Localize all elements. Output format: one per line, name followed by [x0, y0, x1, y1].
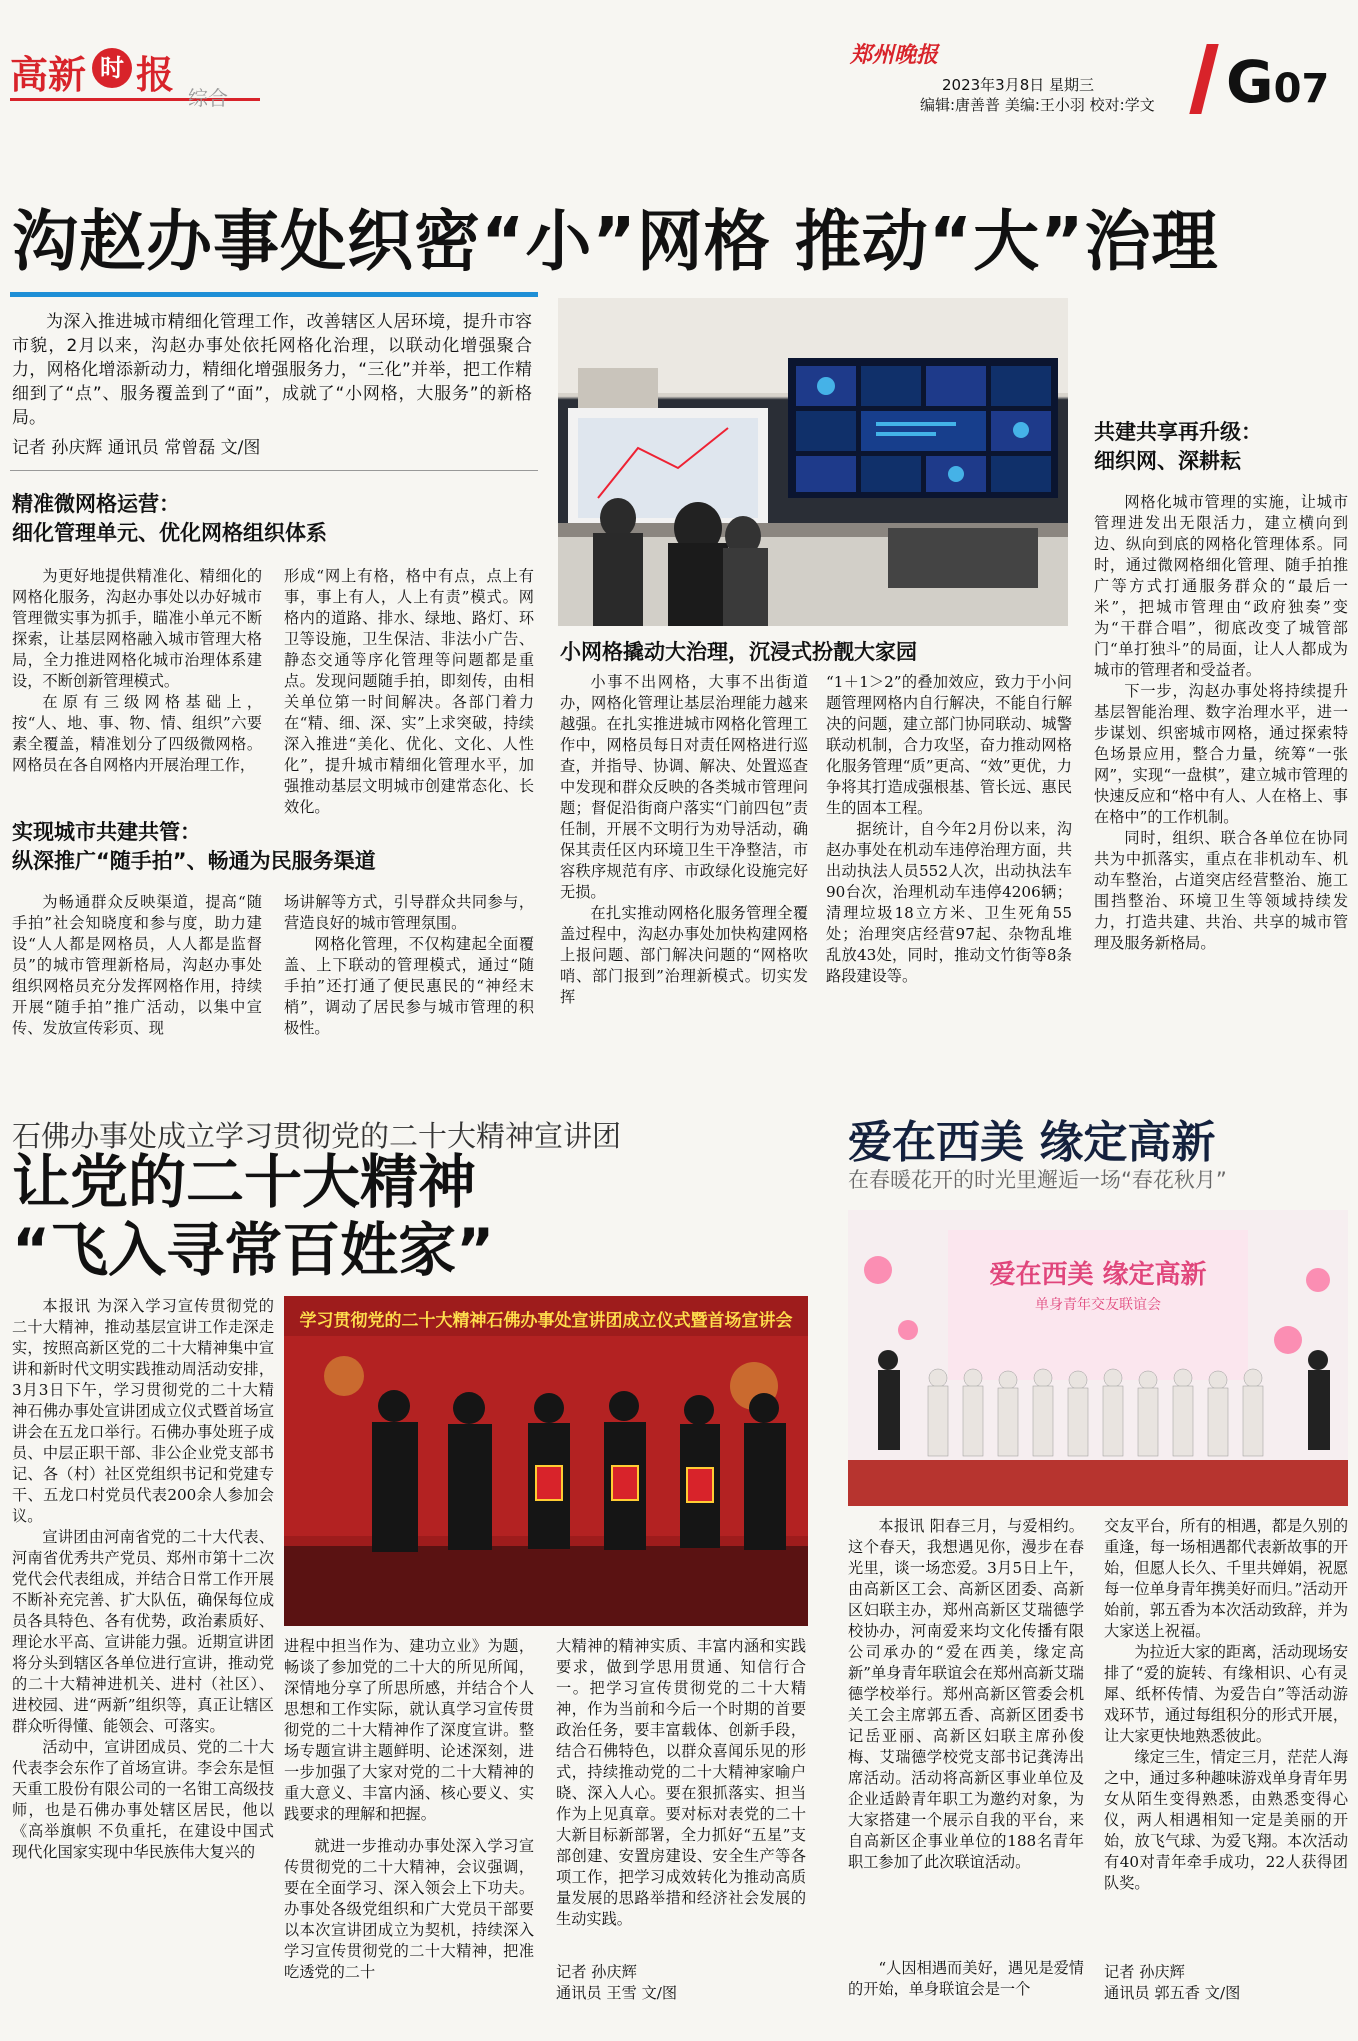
story2-sig2: 通讯员 王雪 文/图 [556, 1984, 678, 2002]
brand-gao: 高新 [10, 53, 87, 97]
lead-bottom-rule [10, 470, 538, 471]
story2-col2b: 就进一步推动办事处深入学习宣传贯彻党的二十大精神，会议强调，要在全面学习、深入领会上下功夫。办事处各级党组织和广大党员干部要以本次宣讲团成立为契机，持续深入学习宣传贯彻党的二十大精神，把准吃透党的二十 [284, 1837, 534, 1981]
issue-date: 2023年3月8日 星期三 [942, 76, 1095, 94]
brand-shi-badge: 时 [92, 48, 132, 88]
headline-main: 沟赵办事处织密“小”网格 推动“大”治理 [12, 203, 1219, 280]
subhead-3: 小网格撬动大治理，沉浸式扮靓大家园 [560, 640, 917, 664]
story3-col1b: “人因相遇而美好，遇见是爱情的开始，单身联谊会是一个 [848, 1959, 1084, 1998]
story2-headline-line1: 让党的二十大精神 [12, 1148, 477, 1216]
s3-col1-p2: 在扎实推动网格化服务管理全覆盖过程中，沟赵办事处加快构建网格上报问题、部门解决问题的“网格吹哨、部门报到”治理新模式。切实发挥 [560, 904, 808, 1006]
s1-col2: 形成“网上有格，格中有点，点上有事，事上有人，人上有责”模式。网格内的道路、排水、绿地、路灯、环卫等设施，卫生保洁、非法小广告、静态交通等序化管理等问题都是重点。发现问题随手拍，即刻传，由相关单位第一时间解决。各部门着力在“精、细、深、实”上求突破，持续深入推进“美化、优化、文化、人性化”，提升城市精细化管理水平，加强推动基层文明城市创建常态化、长效化。 [284, 567, 534, 816]
page-slash [1189, 44, 1218, 114]
control-room-photo [558, 298, 1068, 626]
subhead-1 [12, 490, 327, 548]
lead-rule [10, 292, 538, 297]
story3-col2-p1: 交友平台，所有的相遇，都是久别的重逢，每一场相遇都代表新故事的开始，但愿人长久、千里共婵娟，祝愿每一位单身青年携美好而归。”活动开始前，郭五香为本次活动致辞，并为大家送上祝福。 [1104, 1517, 1348, 1640]
s1-col1 [12, 566, 262, 776]
s3-col2 [826, 672, 1072, 987]
story3-photo-subtitle: 单身青年交友联谊会 [1035, 1297, 1161, 1313]
page-number [1226, 48, 1330, 116]
s2-col2 [284, 892, 534, 1039]
s4-p2: 下一步，沟赵办事处将持续提升基层智能治理、数字治理水平，进一步谋划、织密城市网格，通过探索特色场景应用，整合力量，统筹“一张网”，实现“一盘棋”，建立城市管理的快速反应和“格中有人、人在格上、事在格中”的工作机制。 [1094, 682, 1348, 826]
story2-p3: 活动中，宣讲团成员、党的二十大代表李会东作了首场宣讲。李会东是恒天重工股份有限公司的一名钳工高级技师，也是石佛办事处辖区居民，他以《高举旗帜 不负重托，在建设中国式现代化国家实现中华民族伟大复兴的 [12, 1738, 274, 1861]
story3-col2-p3: 缘定三生，情定三月，茫茫人海之中，通过多种趣味游戏单身青年男女从陌生变得熟悉，由熟悉变得心仪，两人相遇相知一定是美丽的开始，放飞气球、为爱飞翔。本次活动有40对青年牵手成功，22人获得团队奖。 [1104, 1748, 1348, 1892]
subhead-4-line2: 细织网、深耕耘 [1094, 449, 1241, 473]
story3-sig2: 通讯员 郭五香 文/图 [1104, 1984, 1241, 2002]
story2-col1 [12, 1296, 274, 1863]
s4-col [1094, 492, 1348, 954]
story3-col2-p2: 为拉近大家的距离，活动现场安排了“爱的旋转、有缘相识、心有灵犀、纸杯传情、为爱告白”等活动游戏环节，通过每组积分的形式开展，让大家更快地熟悉彼此。 [1104, 1643, 1348, 1745]
section-label: 综合 [188, 86, 228, 110]
story2-col3: 大精神的精神实质、丰富内涵和实践要求，做到学思用贯通、知信行合一。把学习宣传贯彻党的二十大精神，作为当前和今后一个时期的首要政治任务，要丰富载体、创新手段，结合石佛特色，以群众喜闻乐见的形式，持续推动党的二十大精神家喻户晓、深入人心。要在狠抓落实、担当作为上见真章。要对标对表党的二十大新目标新部署，全力抓好“五星”支部创建、安置房建设、安全生产等各项工作，把学习成效转化为推动高质量发展的思路举措和经济社会发展的生动实践。 [556, 1637, 806, 1928]
s2-col2-p1: 场讲解等方式，引导群众共同参与，营造良好的城市管理氛围。 [284, 893, 534, 932]
lead-byline: 记者 孙庆辉 通讯员 常曾磊 文/图 [12, 438, 261, 458]
control-room-illustration [558, 298, 1068, 626]
subhead-4-line1: 共建共享再升级： [1094, 420, 1262, 444]
s1-col1-p1: 为更好地提供精准化、精细化的网格化服务，沟赵办事处以办好城市管理微实事为抓手，瞄准小单元不断探索，让基层网格融入城市管理大格局，全力推进网格化城市治理体系建设，不断创新管理模式。 [12, 567, 262, 690]
brand-bao: 报 [136, 53, 175, 97]
ceremony-illustration [284, 1296, 808, 1626]
s3-col2-p1: “1＋1＞2”的叠加效应，致力于小问题管理网格内自行解决，不能自行解决的问题，建立部门协同联动、城警联动机制，合力攻坚，奋力推动网格化服务管理“质”更高、“效”更优，力争将其打造成强根基、管长远、惠民生的固本工程。 [826, 673, 1072, 817]
lead-paragraph: 为深入推进城市精细化管理工作，改善辖区人居环境，提升市容市貌，2月以来，沟赵办事处依托网格化治理，以联动化增强聚合力，网格化增添新动力，精细化增强服务力，“三化”并举，把工作精细到了“点”、服务覆盖到了“面”，成就了“小网格，大服务”的新格局。 [12, 312, 532, 428]
s4-p1: 网格化城市管理的实施，让城市管理进发出无限活力，建立横向到边、纵向到底的网格化管理体系。同时，通过微网格细化管理、随手拍推广等方式打通服务群众的“最后一米”，把城市管理由“政府独奏”变为“干群合唱”，彻底改变了城管部门“单打独斗”的局面，让人人都成为城市的管理者和受益者。 [1094, 493, 1348, 679]
subhead-2-line2: 纵深推广“随手拍”、畅通为民服务渠道 [12, 849, 376, 873]
subhead-2-line1: 实现城市共建共管： [12, 820, 201, 844]
story2-ceremony-photo [284, 1296, 808, 1626]
page-digits: 07 [1273, 66, 1330, 112]
story2-col2a: 进程中担当作为、建功立业》为题，畅谈了参加党的二十大的所见所闻，深情地分享了所思所感，并结合个人思想和工作实际，就认真学习宣传贯彻党的二十大精神作了深度宣讲。整场专题宣讲主题鲜明、论述深刻，进一步加强了大家对党的二十大精神的重大意义、丰富内涵、核心要义、实践要求的理解和把握。 [284, 1637, 534, 1823]
newspaper-logo: 郑州晚报 [850, 42, 939, 68]
story2-headline [12, 1148, 494, 1284]
s4-p3: 同时，组织、联合各单位在协同共为中抓落实，重点在非机动车、机动车整治，占道突店经营整治、施工围挡整治、环境卫生等领域持续发力，打造共建、共治、共享的城市管理及服务新格局。 [1094, 829, 1348, 952]
story3-col2 [1104, 1516, 1348, 1894]
story3-col1a: 本报讯 阳春三月，与爱相约。这个春天，我想遇见你，漫步在春光里，谈一场恋爱。3月5日上午，由高新区工会、高新区团委、高新区妇联主办，郑州高新区艾瑞德学校协办，河南爱来均文化传播有限公司承办的“爱在西美，缘定高新”单身青年联谊会在郑州高新艾瑞德学校举行。郑州高新区管委会机关工会主席郭五香、高新区团委书记岳亚丽、高新区妇联主席孙俊梅、艾瑞德学校党支部书记龚涛出席活动。活动将高新区事业单位及企业适龄青年职工为邀约对象，为大家搭建一个展示自我的平台，来自高新区企事业单位的188名青年职工参加了此次联谊活动。 [848, 1517, 1084, 1871]
subhead-1-line2: 细化管理单元、优化网格组织体系 [12, 521, 327, 545]
s3-col2-p2: 据统计，自今年2月份以来，沟赵办事处在机动车违停治理方面，共出动执法人员552人次，出动执法车90台次，治理机动车违停4206辆；清理垃圾18立方米、卫生死角55处；治理突店经营97起、杂物乱堆乱放43处，同时，推动文竹街等8条路段建设等。 [826, 820, 1072, 985]
s2-col1: 为畅通群众反映渠道，提高“随手拍”社会知晓度和参与度，助力建设“人人都是网格员，人人都是监督员”的城市管理新格局，沟赵办事处组织网格员充分发挥网格作用，持续开展“随手拍”推广活动，以集中宣传、发放宣传彩页、现 [12, 893, 262, 1037]
story3-photo-title: 爱在西美 缘定高新 [989, 1260, 1207, 1290]
editor-credits: 编辑:唐善普 美编:王小羽 校对:学文 [920, 96, 1155, 114]
s3-col1 [560, 672, 808, 1008]
story2-p1: 本报讯 为深入学习宣传贯彻党的二十大精神，推动基层宣讲工作走深走实，按照高新区党的二十大精神集中宣讲和新时代文明实践推动周活动安排，3月3日下午，学习贯彻党的二十大精神石佛办事处宣讲团成立仪式暨首场宣讲会在五龙口举行。石佛办事处班子成员、中层正职干部、非公企业党支部书记、各（村）社区党组织书记和党建专干、五龙口村党员代表200余人参加会议。 [12, 1297, 274, 1525]
s3-col1-p1: 小事不出网格，大事不出街道办，网格化管理让基层治理能力越来越强。在扎实推进城市网格化管理工作中，网格员每日对责任网格进行巡查，并指导、协调、解决、处置巡查中发现和群众反映的各类城市管理问题；督促沿街商户落实“门前四包”责任制，开展不文明行为劝导活动，确保其责任区内环境卫生干净整洁，市容秩序规范有序、市政绿化设施完好无损。 [560, 673, 808, 901]
s1-col1-p2: 在原有三级网格基础上，按“人、地、事、物、情、组织”六要素全覆盖，精准划分了四级微网格。网格员在各自网格内开展治理工作， [12, 693, 262, 774]
story2-p2: 宣讲团由河南省党的二十大代表、河南省优秀共产党员、郑州市第十二次党代会代表组成，并结合日常工作开展不断补充完善、扩大队伍，确保每位成员各具特色、各有优势，政治素质好、理论水平高、宣讲能力强。近期宣讲团将分头到辖区各单位进行宣讲，推动党的二十大精神进机关、进村（社区）、进校园、进“两新”组织等，真正让辖区群众听得懂、能领会、可落实。 [12, 1528, 274, 1735]
subhead-2 [12, 818, 376, 876]
subhead-1-line1: 精准微网格运营： [12, 492, 180, 516]
story3-headline: 爱在西美 缘定高新 [848, 1117, 1216, 1168]
story2-sig1: 记者 孙庆辉 [556, 1963, 637, 1981]
s2-col2-p2: 网格化管理，不仅构建起全面覆盖、上下联动的管理模式，通过“随手拍”还打通了便民惠民的“神经末梢”，调动了居民参与城市管理的积极性。 [284, 935, 534, 1037]
story3-sig1: 记者 孙庆辉 [1104, 1963, 1185, 1981]
story2-banner: 学习贯彻党的二十大精神石佛办事处宣讲团成立仪式暨首场宣讲会 [299, 1311, 793, 1331]
story3-photo [848, 1210, 1348, 1506]
story2-kicker: 石佛办事处成立学习贯彻党的二十大精神宣讲团 [12, 1119, 622, 1153]
story2-headline-line2: “飞入寻常百姓家” [12, 1216, 495, 1284]
story3-subhead: 在春暖花开的时光里邂逅一场“春花秋月” [848, 1168, 1227, 1192]
page-letter: G [1226, 48, 1274, 116]
subhead-4 [1094, 418, 1262, 476]
